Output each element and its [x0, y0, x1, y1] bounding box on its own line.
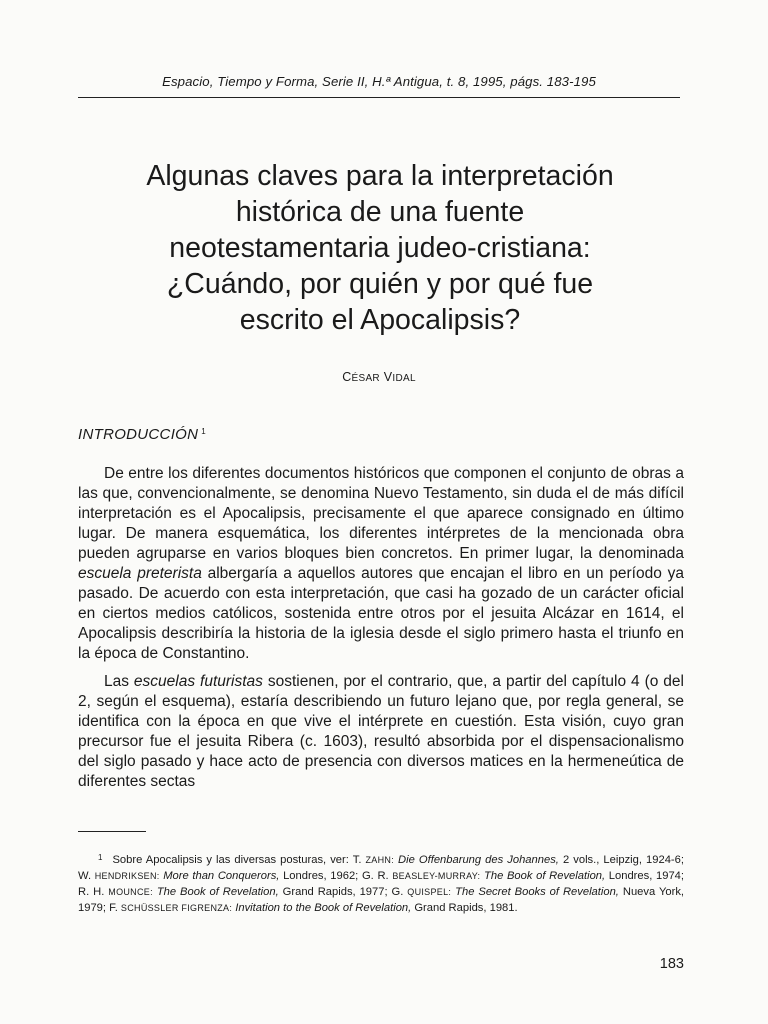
- cited-author: BEASLEY-MURRAY:: [392, 871, 481, 881]
- cited-author: SCHÜSSLER FIGRENZA:: [120, 903, 233, 913]
- cited-work: The Secret Books of Revelation,: [451, 886, 619, 898]
- text-run: Nueva York, 1979; F.: [78, 886, 685, 914]
- text-run: sostienen, por el contrario, que, a partir del capítulo 4 (o del 2, según el esquema), estaría describiendo un futuro lejano que, por regla general, se identifica con la época en que vive el intérprete en cuestión. Esta visión, cuyo gran precursor fue el jesuita Ribera (c. 1603), resultó absorbida por el dispensacionalismo del siglo pasado y hace acto de presencia con diversos matices en la hermeneútica de diferentes sectas: [78, 673, 684, 790]
- text-run: albergaría a aquellos autores que encajan el libro en un período ya pasado. De acuerdo con esta interpretación, que casi ha gozado de un carácter oficial en ciertos medios católicos, sostenida entre otros por el jesuita Alcázar en 1614, el Apocalipsis describiría la historia de la iglesia desde el siglo primero hasta el triunfo en la época de Constantino.: [78, 565, 685, 662]
- body-text: [78, 464, 684, 800]
- cited-author: ZAHN:: [365, 855, 394, 865]
- text-run: De entre los diferentes documentos históricos que componen el conjunto de obras a las que, convencionalmente, se denomina Nuevo Testamento, sin duda el de más difícil interpretación es el Apocalipsis, precisamente el que aparece consignado en último lugar. De manera esquemática, los diferentes intérpretes de la mencionada obra pueden agruparse en varios bloques bien concretos. En primer lugar, la denominada: [78, 465, 684, 562]
- header-divider: [78, 97, 680, 98]
- title-line: histórica de una fuente: [235, 196, 525, 228]
- text-run: Grand Rapids, 1977; G.: [278, 886, 408, 898]
- italic-term: escuela preterista: [78, 565, 202, 582]
- cited-author: HENDRIKSEN:: [94, 871, 160, 881]
- cited-author: MOUNCE:: [108, 887, 153, 897]
- author-initial: C: [342, 370, 352, 384]
- text-run: Sobre Apocalipsis y las diversas posturas, ver: T.: [112, 854, 366, 866]
- cited-work: The Book of Revelation,: [480, 870, 606, 882]
- author-smallcaps: ÉSAR: [351, 373, 380, 384]
- author-smallcaps: IDAL: [392, 373, 416, 384]
- cited-work: The Book of Revelation,: [152, 886, 279, 898]
- running-header: Espacio, Tiempo y Forma, Serie II, H.ª Antigua, t. 8, 1995, págs. 183-195: [162, 74, 596, 89]
- section-heading: [78, 426, 206, 443]
- cited-work: Invitation to the Book of Revelation,: [232, 902, 412, 914]
- article-title: [60, 158, 700, 338]
- text-run: Grand Rapids, 1981.: [411, 902, 518, 914]
- page-number: 183: [659, 956, 684, 972]
- title-line: Algunas claves para la interpretación: [146, 160, 614, 192]
- cited-work: Die Offenbarung des Johannes,: [394, 854, 559, 866]
- text-run: Londres, 1974; R. H.: [78, 870, 685, 898]
- author-name: [78, 370, 680, 384]
- title-line: escrito el Apocalipsis?: [239, 304, 521, 336]
- footnote-divider: [78, 831, 146, 832]
- footnote: [78, 850, 684, 916]
- cited-author: QUISPEL:: [407, 887, 452, 897]
- italic-term: escuelas futuristas: [133, 673, 263, 690]
- title-line: neotestamentaria judeo-cristiana:: [169, 232, 591, 264]
- section-heading-text: INTRODUCCIÓN: [78, 426, 199, 443]
- paragraph: [78, 464, 684, 664]
- footnote-reference: 1: [201, 427, 207, 436]
- paragraph: [78, 672, 684, 792]
- text-run: 2 vols., Leipzig, 1924-6; W.: [78, 854, 684, 882]
- author-initial: V: [383, 370, 393, 384]
- title-line: ¿Cuándo, por quién y por qué fue: [166, 268, 594, 300]
- text-run: Londres, 1962; G. R.: [279, 870, 393, 882]
- text-run: Las: [104, 673, 134, 690]
- cited-work: More than Conquerors,: [159, 870, 280, 882]
- footnote-mark: 1: [98, 853, 103, 862]
